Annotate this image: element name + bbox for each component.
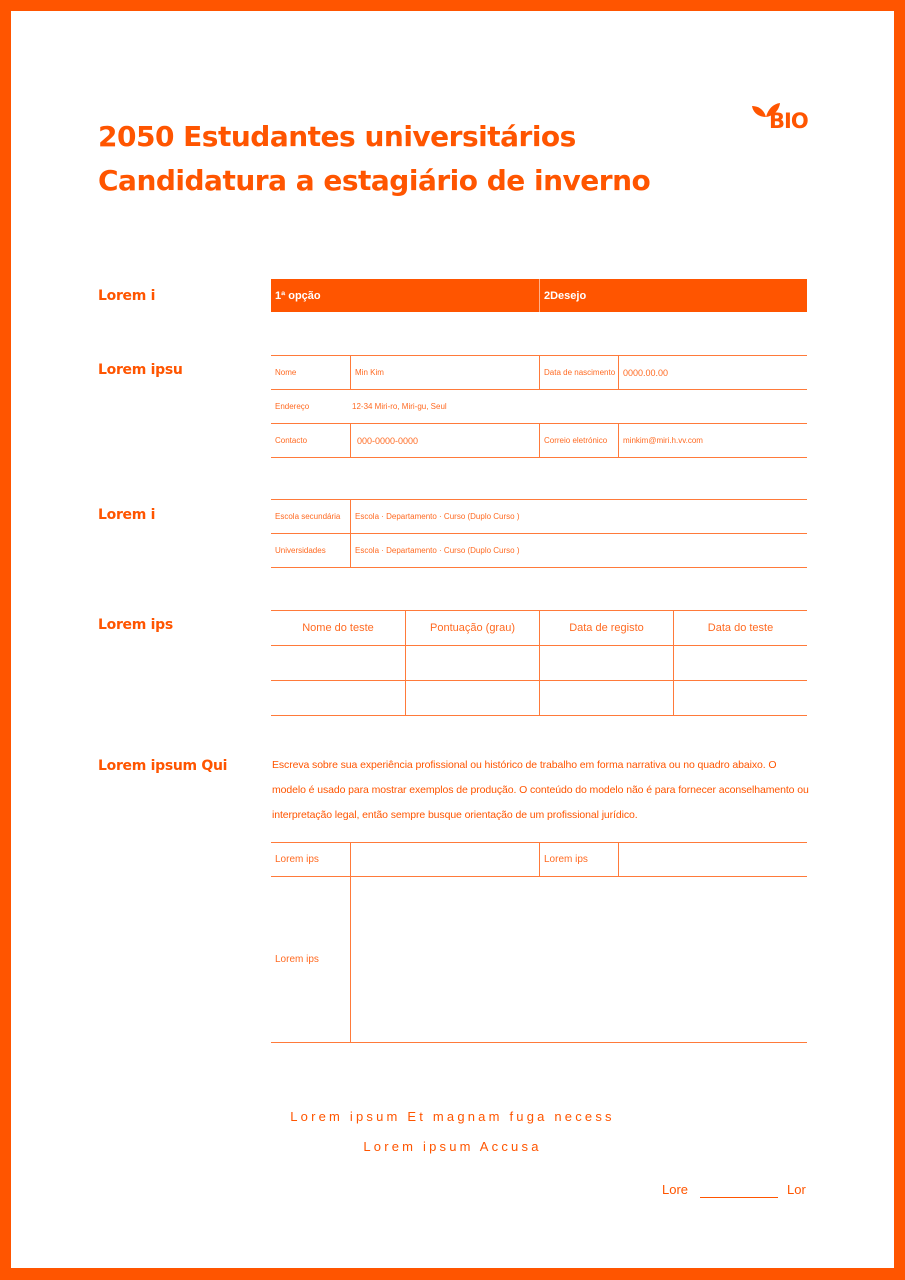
- section-label-tests: Lorem ips: [98, 617, 173, 633]
- test-name-cell[interactable]: [271, 646, 405, 680]
- section-label-choice: Lorem i: [98, 288, 156, 304]
- test-date-cell[interactable]: [673, 646, 807, 680]
- registration-date-cell[interactable]: [539, 646, 673, 680]
- section-label-education: Lorem i: [98, 507, 156, 523]
- logo-text: BIO: [769, 109, 808, 133]
- email-label: Correio eletrónico: [539, 424, 618, 457]
- first-choice-cell[interactable]: 1ª opção: [275, 289, 321, 302]
- application-page: [11, 11, 894, 1268]
- experience-label-a: Lorem ips: [275, 854, 319, 865]
- education-table: [271, 499, 807, 568]
- header-registration-date: Data de registo: [539, 611, 673, 645]
- header-score: Pontuação (grau): [405, 611, 539, 645]
- table-row: [271, 646, 807, 681]
- footer-line-2: Lorem ipsum Accusa: [363, 1139, 542, 1154]
- test-date-cell[interactable]: [673, 681, 807, 715]
- experience-instructions: Escreva sobre sua experiência profissional ou histórico de trabalho em forma narrativa ou no quadro abaixo. O modelo é usado para mostrar exemplos de produção. O conteúdo do modelo não é para fornecer aconselhamento ou interpretação legal, então sempre busque orientação de um profissional jurídico.: [272, 759, 809, 821]
- experience-label-b: Lorem ips: [539, 843, 618, 876]
- table-row: [271, 610, 807, 646]
- footer-line-1: Lorem ipsum Et magnam fuga necess: [290, 1109, 615, 1124]
- table-row: [271, 355, 807, 390]
- score-cell[interactable]: [405, 646, 539, 680]
- score-cell[interactable]: [405, 681, 539, 715]
- email-field[interactable]: minkim@miri.h.vv.com: [618, 424, 807, 457]
- birth-field[interactable]: 0000.00.00: [618, 356, 807, 389]
- experience-field-a[interactable]: [350, 843, 539, 876]
- registration-date-cell[interactable]: [539, 681, 673, 715]
- signature-left-label: Lore: [662, 1182, 689, 1197]
- section-label-experience: Lorem ipsum Qui: [98, 758, 228, 774]
- second-choice-cell[interactable]: 2Desejo: [539, 279, 807, 312]
- header-test-name: Nome do teste: [302, 622, 374, 634]
- page-title: [98, 115, 650, 203]
- high-school-label: Escola secundária: [275, 512, 341, 521]
- signature-line[interactable]: [700, 1197, 778, 1198]
- tests-table: [271, 610, 807, 716]
- university-label: Universidades: [275, 546, 326, 555]
- birth-label: Data de nascimento: [539, 356, 618, 389]
- title-line-1: 2050 Estudantes universitários: [98, 120, 576, 153]
- test-name-cell[interactable]: [271, 681, 405, 715]
- title-line-2: Candidatura a estagiário de inverno: [98, 164, 651, 197]
- address-field[interactable]: 12-34 Miri-ro, Miri-gu, Seul: [352, 402, 447, 411]
- contact-label: Contacto: [275, 436, 308, 445]
- table-row: [271, 534, 807, 568]
- personal-table: [271, 355, 807, 458]
- contact-field[interactable]: 000-0000-0000: [350, 424, 539, 457]
- section-label-personal: Lorem ipsu: [98, 362, 183, 378]
- table-row: [271, 424, 807, 458]
- experience-label-c: Lorem ips: [275, 954, 319, 965]
- table-row: [271, 842, 807, 877]
- table-row: [271, 499, 807, 534]
- name-field[interactable]: Min Kim: [350, 356, 539, 389]
- university-field[interactable]: Escola · Departamento · Curso (Duplo Curso ): [350, 534, 807, 567]
- experience-table: [271, 842, 807, 1043]
- high-school-field[interactable]: Escola · Departamento · Curso (Duplo Curso ): [350, 500, 807, 533]
- header-test-date: Data do teste: [673, 611, 807, 645]
- choice-bar: [271, 279, 807, 312]
- table-row: [271, 390, 807, 424]
- experience-field-b[interactable]: [618, 843, 807, 876]
- address-label: Endereço: [275, 402, 310, 411]
- table-row: [271, 681, 807, 716]
- table-row: [271, 877, 807, 1043]
- name-label: Nome: [275, 368, 297, 377]
- experience-details-field[interactable]: [350, 877, 807, 1042]
- signature-right-label: Lor: [787, 1182, 806, 1197]
- bio-logo: [751, 101, 811, 137]
